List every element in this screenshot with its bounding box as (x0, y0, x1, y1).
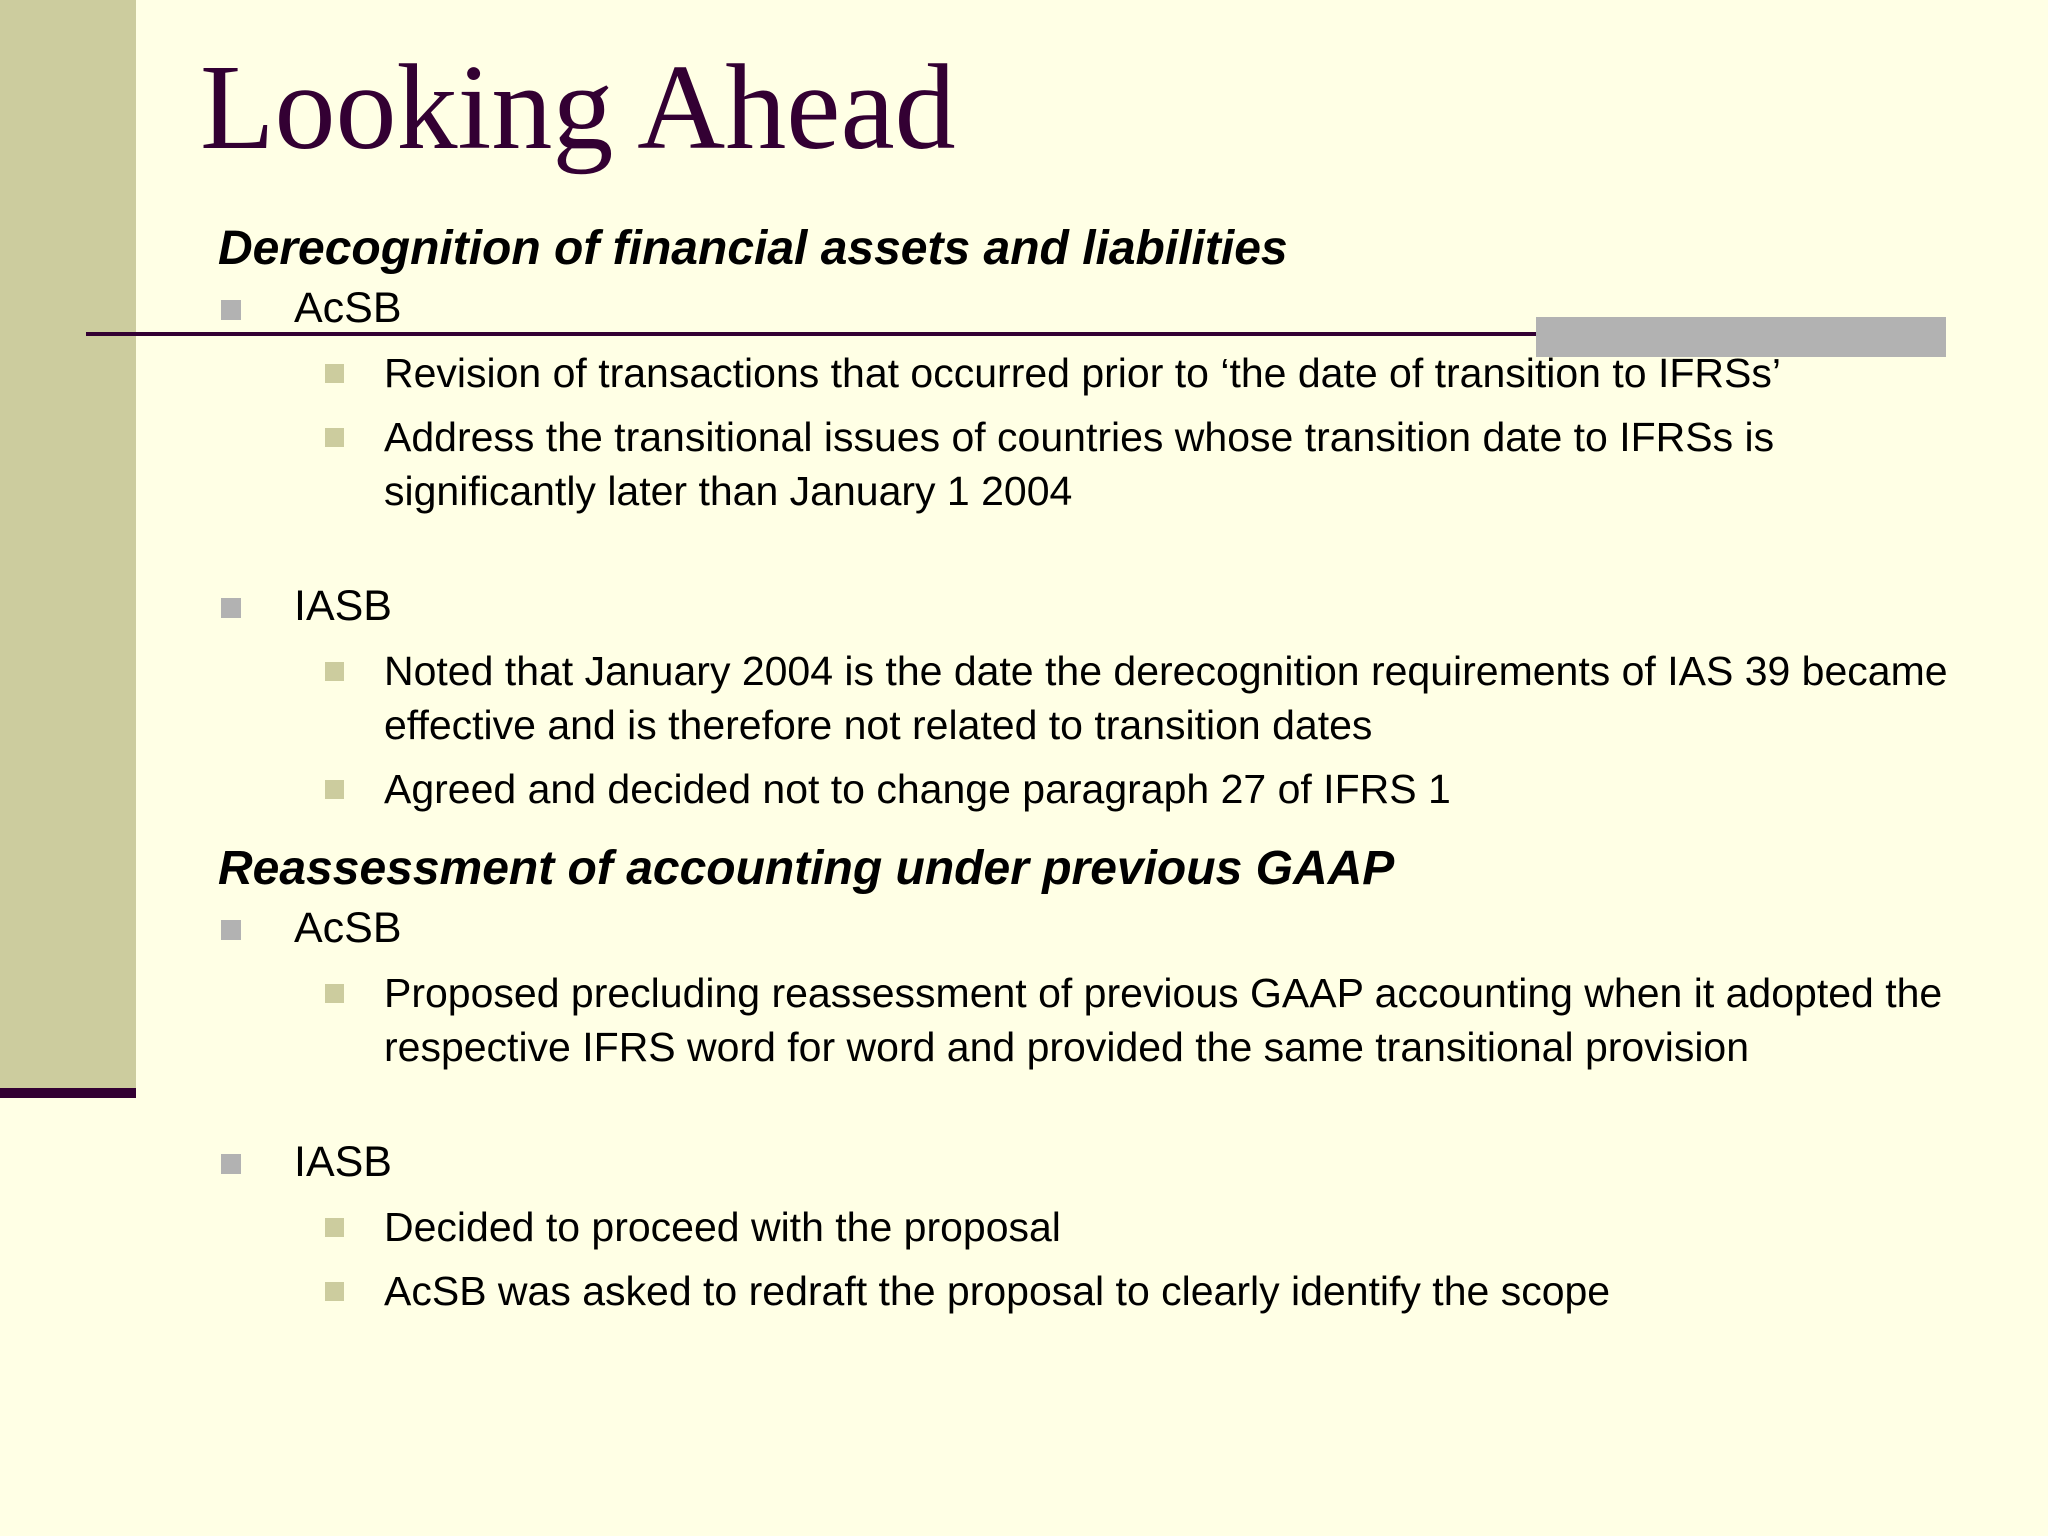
group-label-text: IASB (294, 1138, 392, 1186)
side-bar-decoration (0, 0, 136, 1088)
square-bullet-icon (325, 780, 344, 799)
list-item-text: Decided to proceed with the proposal (384, 1204, 1061, 1250)
list-item-text: Agreed and decided not to change paragraph 27 of IFRS 1 (384, 766, 1451, 812)
square-bullet-icon (221, 920, 241, 940)
square-bullet-icon (325, 1218, 344, 1237)
section-heading-derecognition: Derecognition of financial assets and liabilities (218, 222, 1288, 275)
list-item (218, 346, 1958, 400)
square-bullet-icon (221, 300, 241, 320)
group-label-acsb (218, 900, 1958, 956)
section-heading-reassessment: Reassessment of accounting under previous GAAP (218, 842, 1395, 895)
square-bullet-icon (221, 598, 241, 618)
square-bullet-icon (325, 364, 344, 383)
list-item (218, 1200, 1958, 1254)
list-item-text: AcSB was asked to redraft the proposal to clearly identify the scope (384, 1268, 1611, 1314)
group-label-acsb (218, 280, 1958, 336)
list-item (218, 1264, 1958, 1318)
group-label-iasb (218, 578, 1958, 634)
group-label-iasb (218, 1134, 1958, 1190)
list-item-text: Proposed precluding reassessment of previous GAAP accounting when it adopted the respective IFRS word for word and provided the same transitional provision (384, 970, 1943, 1070)
group-label-text: AcSB (294, 904, 402, 952)
list-item-text: Noted that January 2004 is the date the derecognition requirements of IAS 39 became effective and is therefore not related to transition dates (384, 648, 1948, 748)
list-item (218, 410, 1958, 518)
list-item (218, 644, 1958, 752)
side-bar-rule (0, 1088, 136, 1098)
group-label-text: AcSB (294, 284, 402, 332)
list-item (218, 762, 1958, 816)
square-bullet-icon (325, 1282, 344, 1301)
slide-title: Looking Ahead (200, 40, 956, 175)
list-item-text: Address the transitional issues of countries whose transition date to IFRSs is significantly later than January 1 2004 (384, 414, 1775, 514)
list-item-text: Revision of transactions that occurred prior to ‘the date of transition to IFRSs’ (384, 350, 1781, 396)
list-item (218, 966, 1958, 1074)
group-label-text: IASB (294, 582, 392, 630)
slide-body (218, 218, 1958, 1318)
square-bullet-icon (325, 662, 344, 681)
square-bullet-icon (221, 1154, 241, 1174)
square-bullet-icon (325, 428, 344, 447)
square-bullet-icon (325, 984, 344, 1003)
